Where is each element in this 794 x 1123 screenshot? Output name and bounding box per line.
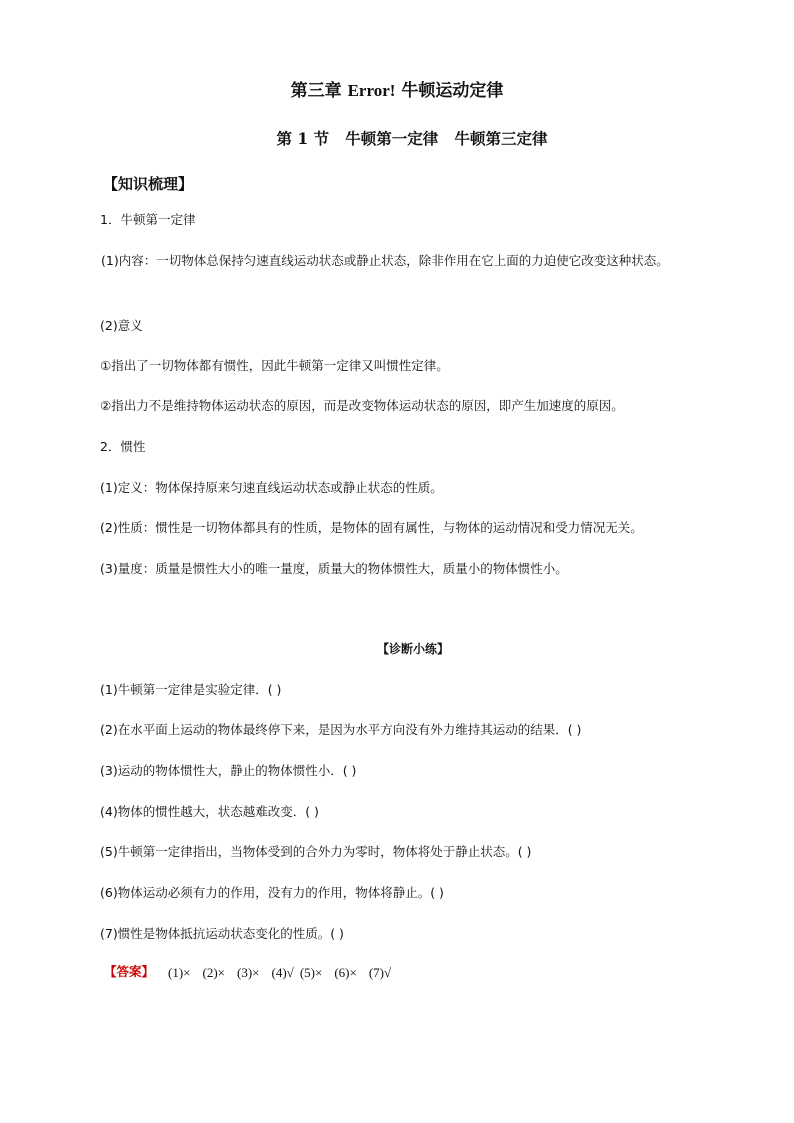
answer-item: (6)× <box>334 965 357 980</box>
paragraph-inertia-heading: 2．惯性 <box>100 439 146 454</box>
knowledge-heading: 【知识梳理】 <box>103 175 194 193</box>
diagnosis-heading: 【诊断小练】 <box>376 642 449 656</box>
answer-row <box>104 966 403 979</box>
section-title: 第 1 节 牛顿第一定律 牛顿第三定律 <box>276 129 548 148</box>
answer-item: (5)× <box>299 965 323 980</box>
chapter-error-text: Error! <box>347 81 396 100</box>
question-item: (1)牛顿第一定律是实验定律．( ) <box>100 682 282 697</box>
paragraph-law-heading: 1．牛顿第一定律 <box>100 212 196 227</box>
paragraph-inertia-measure: (3)量度：质量是惯性大小的唯一量度，质量大的物体惯性大，质量小的物体惯性小。 <box>100 561 568 576</box>
chapter-suffix: 牛顿运动定律 <box>401 81 504 101</box>
answer-item: (2)× <box>202 965 226 980</box>
answer-label: 【答案】 <box>104 964 155 979</box>
question-item: (3)运动的物体惯性大，静止的物体惯性小．( ) <box>100 763 357 778</box>
paragraph-significance-heading: (2)意义 <box>100 318 143 333</box>
paragraph-significance-2: ②指出力不是维持物体运动状态的原因，而是改变物体运动状态的原因，即产生加速度的原因。 <box>100 398 624 413</box>
question-item: (2)在水平面上运动的物体最终停下来，是因为水平方向没有外力维持其运动的结果．( ) <box>100 722 582 737</box>
answer-item: (4)√ <box>271 965 294 980</box>
question-item: (7)惯性是物体抵抗运动状态变化的性质。( ) <box>100 926 344 941</box>
paragraph-significance-1: ①指出了一切物体都有惯性，因此牛顿第一定律又叫惯性定律。 <box>100 358 449 373</box>
question-item: (5)牛顿第一定律指出，当物体受到的合外力为零时，物体将处于静止状态。( ) <box>100 844 532 859</box>
paragraph-law-content: (1)内容：一切物体总保持匀速直线运动状态或静止状态，除非作用在它上面的力迫使它改变这种状态。 <box>101 253 669 268</box>
paragraph-inertia-definition: (1)定义：物体保持原来匀速直线运动状态或静止状态的性质。 <box>100 480 443 495</box>
question-item: (4)物体的惯性越大，状态越难改变．( ) <box>100 804 319 819</box>
paragraph-inertia-property: (2)性质：惯性是一切物体都具有的性质，是物体的固有属性，与物体的运动情况和受力情况无关。 <box>100 520 643 535</box>
answer-item: (1)× <box>168 965 191 980</box>
answer-item: (7)√ <box>368 965 392 980</box>
chapter-title <box>0 82 794 100</box>
question-item: (6)物体运动必须有力的作用，没有力的作用，物体将静止。( ) <box>100 885 444 900</box>
chapter-prefix: 第三章 <box>290 81 342 101</box>
answer-item: (3)× <box>237 965 260 980</box>
